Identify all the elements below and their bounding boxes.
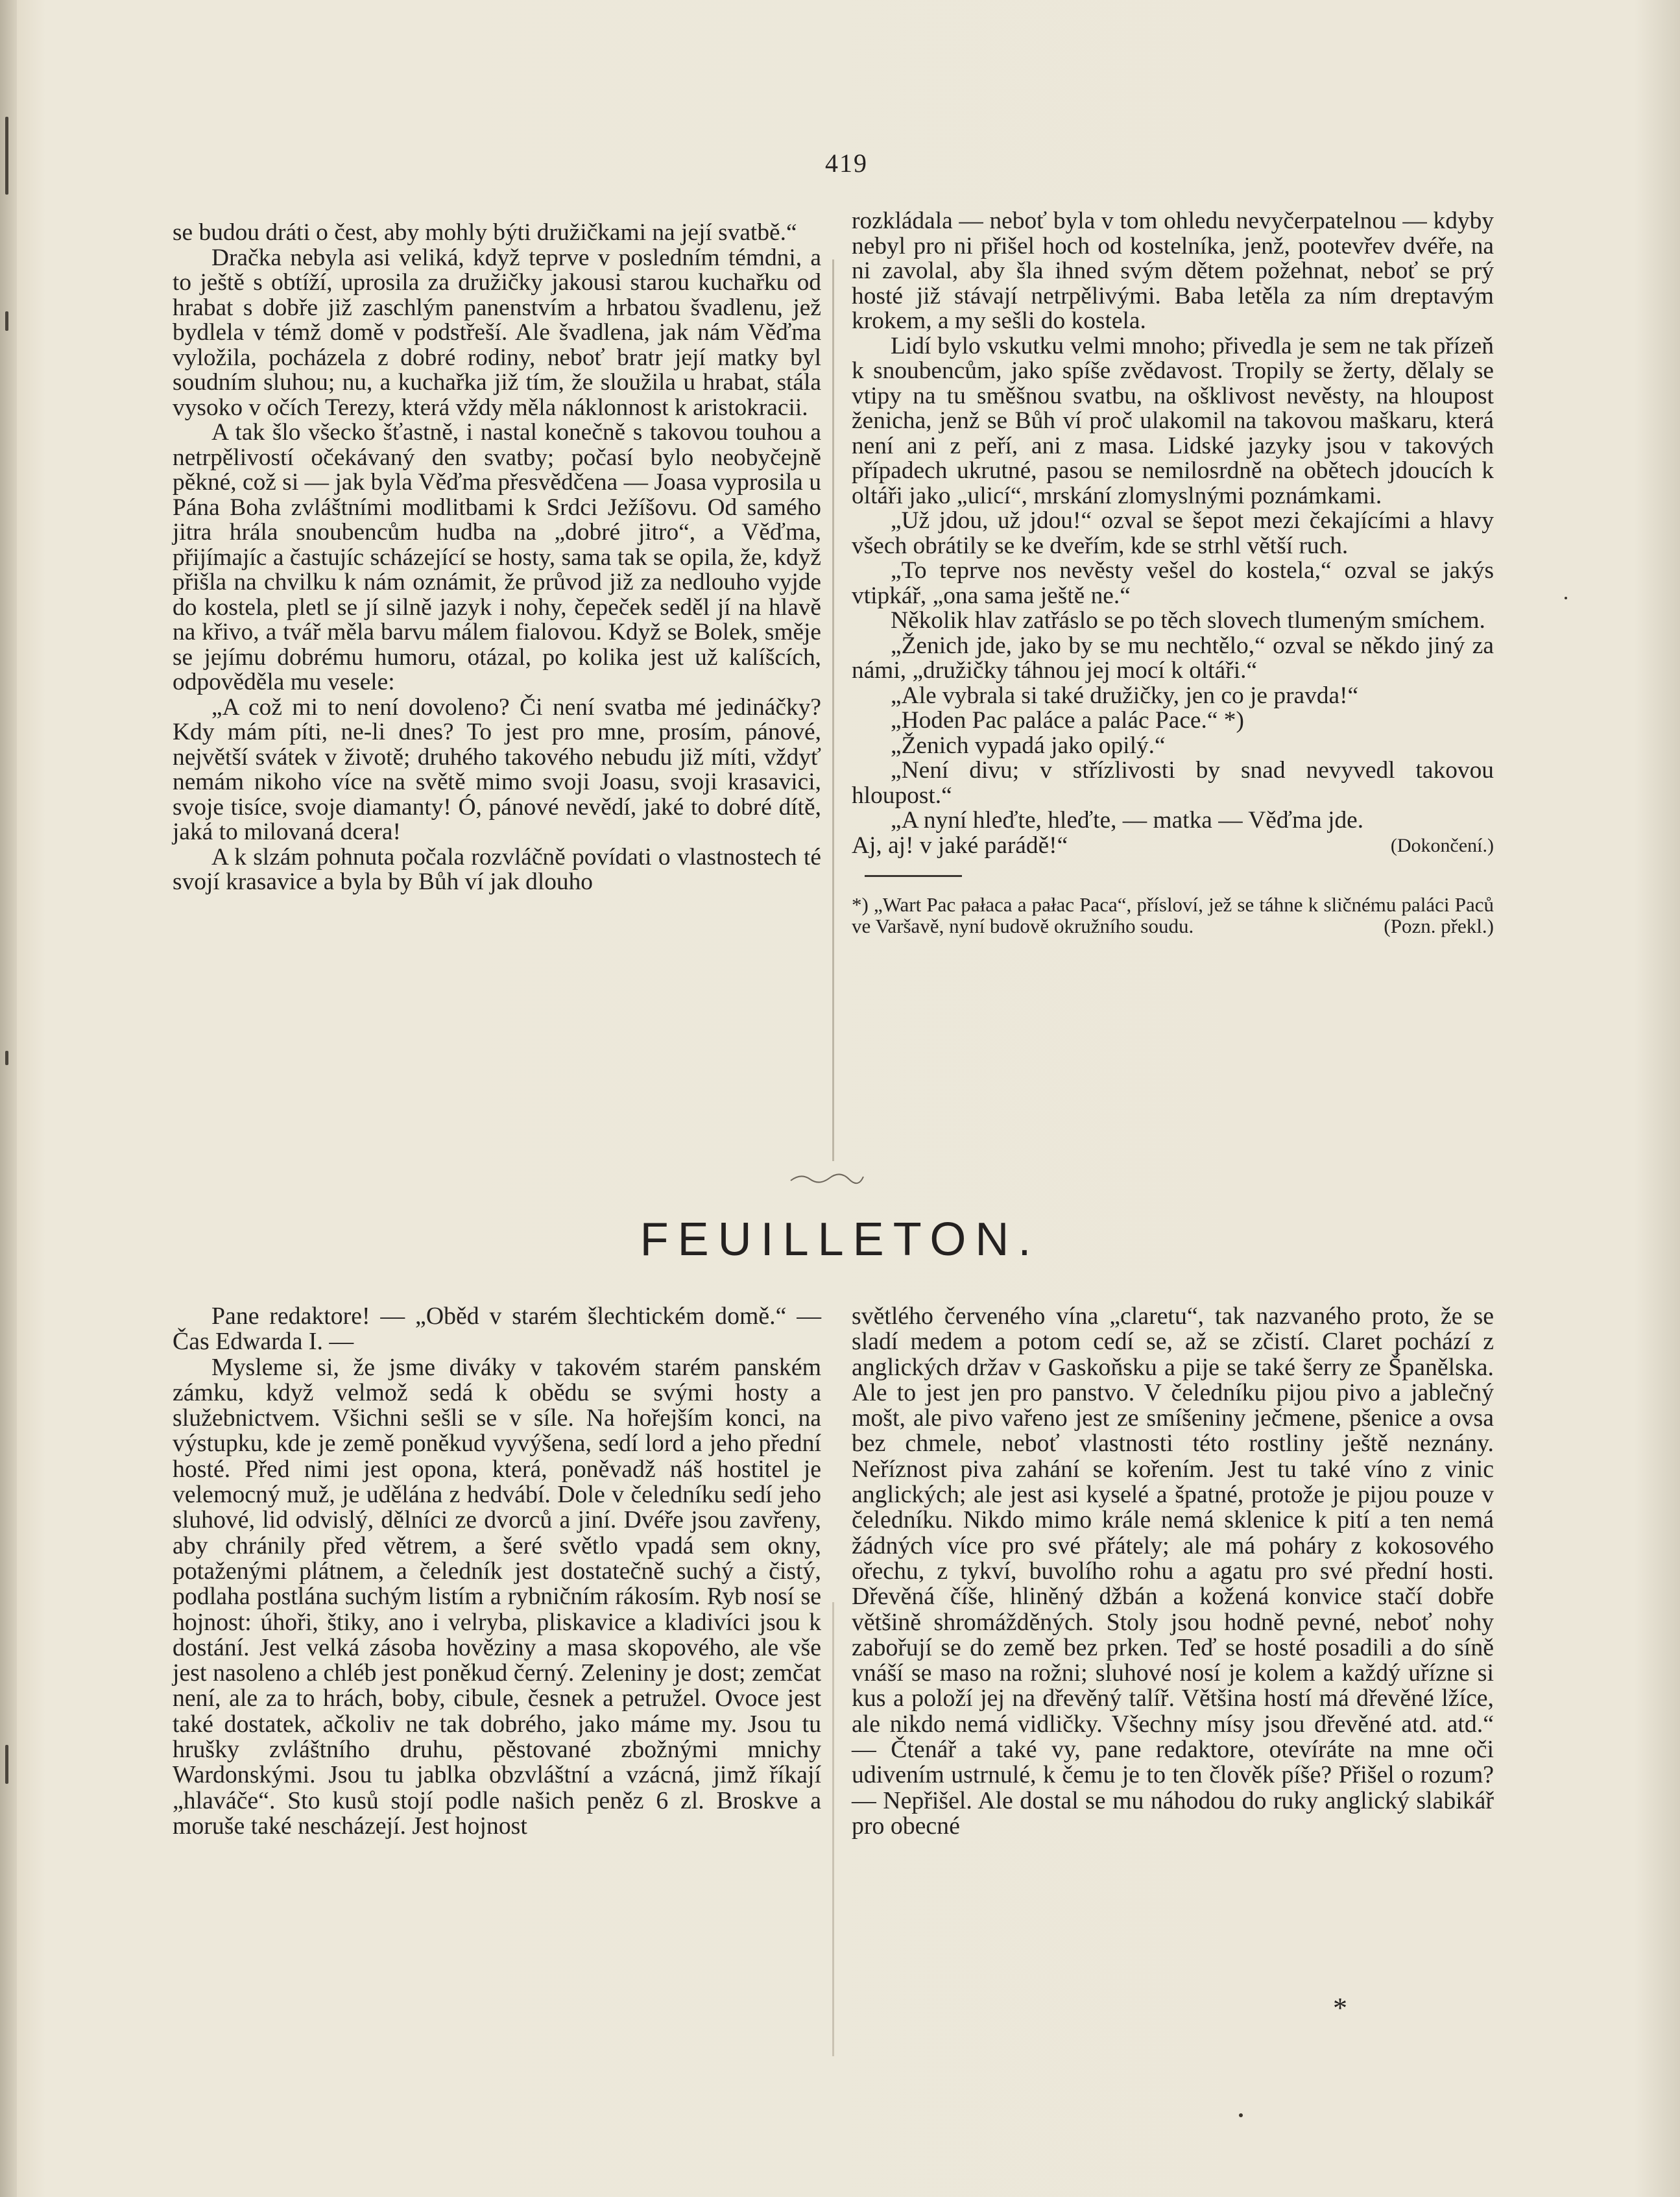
paragraph: se budou dráti o čest, aby mohly býti družičkami na její svatbě.“ [173, 219, 797, 246]
spine-mark [5, 117, 8, 195]
footnote-credit: (Pozn. překl.) [1384, 915, 1494, 937]
footnote-text: *) „Wart Pac pałaca a pałac Paca“, přísloví, jež se táhne k sličnému paláci Paců ve Varšavě, nyní budově okružního soudu. [852, 893, 1494, 937]
paragraph: světlého červeného vína „claretu“, tak nazvaného proto, že se sladí medem a potom cedí se, až se zčistí. Claret pochází z anglických držav v Gaskoňsku a pije se také šerry ze Španělska. Ale to jest jen pro panstvo. V čeledníku pijou pivo a jablečný mošt, ale pivo vařeno jest ze smíšeniny ječmene, pšenice a ovsa bez chmele, neboť vlastnosti této rostliny ještě neznány. Neříznost piva zahání se kořením. Jest tu také víno z vinic anglických; ale jest asi kyselé a špatné, protože je pijou pouze v čeledníku. Nikdo mimo krále nemá sklenice k pití a ten nemá žádných více pro své přátely; ale má poháry z kokosového ořechu, z tykví, buvolího rohu a agatu pro své přední hosti. Dřevěná číše, hliněný džbán a kožená konvice stačí dobře většině shromážděných. Stoly jsou hodně pevné, neboť nohy zabořují se do země bez prken. Teď se hosté posadili a do síně vnáší se maso na rožni; sluhové nosí je kolem a každý uřízne si kus a položí jej na dřevěný talíř. Většina hostí má dřevěné lžíce, ale nikdo nemá vidličky. Všechny mísy jsou dřevěné atd. atd.“ — Čtenář a také vy, pane redaktore, otevíráte na mne oči udivením ustrnulé, k čemu je to ten člověk píše? Přišel o rozum? — Nepřišel. Ale dostal se mu náhodou do ruky anglický slabikář pro obecné [852, 1303, 1494, 1840]
page-number: 419 [825, 149, 868, 178]
paragraph: „Už jdou, už jdou!“ ozval se šepot mezi čekajícími a hlavy všech obrátily se ke dveřím, kde se strhl větší ruch. [852, 507, 1494, 559]
spine-mark [5, 311, 8, 331]
feuilleton-right-column [852, 1304, 1494, 1839]
paragraph: Lidí bylo vskutku velmi mnoho; přivedla je sem ne tak přízeň k snoubencům, jako spíše zvědavost. Tropily se žerty, dělaly se vtipy na tu směšnou svatbu, na ošklivost nevěsty, na hloupost ženicha, jenž se Bůh ví proč ulakomil na takovou maškaru, která není ani z peří, ani z masa. Lidské jazyky jsou v takových případech ukrutné, pasou se nemilosrdně na obětech jdoucích k oltáři jako „ulicí“, mrskání zlomyslnými poznámkami. [852, 332, 1494, 509]
closing-line [852, 834, 1494, 859]
spine-mark [5, 1051, 8, 1065]
paragraph: „Hoden Pac paláce a palác Pace.“ *) [891, 707, 1244, 734]
paragraph: Mysleme si, že jsme diváky v takovém starém panském zámku, když velmož sedá k obědu se svými hosty a služebnictvem. Všichni sešli se v síle. Na hořejším konci, na výstupku, kde je země poněkud vyvýšena, sedí lord a jeho přední hosté. Před nimi jest opona, která, poněvadž náš hostitel je velemocný muž, je udělána z hedvábí. Dole v čeledníku sedí jeho sluhové, lid odvislý, dělníci ze dvorců a jiní. Dvéře jsou zavřeny, aby chránily před větrem, a šeré světlo vpadá sem okny, potaženými plátnem, a čeledník jest dostatečně suchý a čistý, podlaha postlána suchým listím a rybničním rákosím. Ryb nosí se hojnost: úhoři, štiky, ano i velryba, pliskavice a kladivíci jsou k dostání. Jest velká zásoba hověziny a masa skopového, ale vše jest nasoleno a chléb jest poněkud černý. Zeleniny je dost; zemčat není, ale za to hrách, boby, cibule, česnek a petružel. Ovoce jest také dostatek, ačkoliv ne tak dobrého, jako máme my. Jsou tu hrušky zvláštního druhu, pěstované zbožnými mnichy Wardonskými. Jsou tu jablka obzvláštní a vzácná, jimž říkají „hlaváče“. Sto kusů stojí podle našich peněz 6 zl. Broskve a moruše také nescházejí. Jest hojnost [173, 1353, 821, 1840]
footnote [852, 894, 1494, 937]
continued-note: (Dokončení.) [1390, 834, 1494, 856]
article-right-column [852, 209, 1494, 937]
paragraph: A tak šlo všecko šťastně, i nastal konečně s takovou touhou a netrpělivostí očekávaný den svatby; počasí bylo neobyčejně pěkné, což si — jak byla Věďma přesvědčena — Joasa vyprosila u Pána Boha zvláštními modlitbami k Srdci Ježíšovu. Od samého jitra hrála snoubencům hudba na „dobré jitro“, a Věďma, přijímajíc a častujíc scházející se hosty, sama tak se opila, že, když přišla na chvilku k nám oznámit, že průvod již za nedlouho vyjde do kostela, pletl se jí silně jazyk i nohy, čepeček seděl jí na hlavě na křivo, a tvář měla barvu málem fialovou. Když se Bolek, směje se jejímu dobrému humoru, otázal, po kolika jest už kalíšcích, odpověděla mu vesele: [173, 419, 821, 695]
paragraph: „To teprve nos nevěsty vešel do kostela,“ ozval se jakýs vtipkář, „ona sama ještě ne.“ [852, 557, 1494, 609]
paragraph: „Není divu; v střízlivosti by snad nevyvedl takovou hloupost.“ [852, 757, 1494, 809]
column-divider [832, 1602, 834, 2056]
closing-text: Aj, aj! v jaké parádě!“ [852, 832, 1068, 859]
print-speck [1565, 597, 1567, 599]
book-spine [0, 0, 17, 2197]
paragraph: Několik hlav zatřáslo se po těch slovech tlumeným smíchem. [891, 607, 1485, 634]
paragraph: „Ženich jde, jako by se mu nechtělo,“ ozval se někdo jiný za námi, „družičky táhnou jej mocí k oltáři.“ [852, 632, 1494, 684]
spine-mark [5, 1745, 8, 1784]
signature-mark: * [1333, 1992, 1347, 2024]
paragraph: Dračka nebyla asi veliká, když teprve v posledním témdni, a to ještě s obtíží, uprosila za družičky jakousi starou kuchařku od hrabat s dobře již zaschlým panenstvím a hrbatou švadlenu, jež bydlela v témž domě v podstřeší. Ale švadlena, jak nám Věďma vyložila, pocházela z dobré rodiny, neboť bratr její matky byl soudním sluhou; nu, a kuchařka již tím, že sloužila u hrabat, stála vysoko v očích Terezy, která vždy měla náklonnost k aristokracii. [173, 244, 821, 421]
paragraph: „Ženich vypadá jako opilý.“ [891, 732, 1166, 759]
print-speck [1239, 2113, 1243, 2117]
paragraph: „A nyní hleďte, hleďte, — matka — Věďma jde. [891, 807, 1364, 834]
paragraph: „Ale vybrala si také družičky, jen co je pravda!“ [891, 682, 1359, 709]
section-ornament [788, 1168, 866, 1187]
feuilleton-left-column [173, 1304, 821, 1839]
column-divider [832, 259, 834, 1161]
paragraph: A k slzám pohnuta počala rozvláčně povídati o vlastnostech té svojí krasavice a byla by Bůh ví jak dlouho [173, 843, 821, 895]
footnote-rule [865, 875, 962, 877]
paragraph: rozkládala — neboť byla v tom ohledu nevyčerpatelnou — kdyby nebyl pro ni přišel hoch od kostelníka, jenž, pootevřev dvéře, na ni zavolal, aby šla ihned svým dětem požehnat, neboť se prý hosté již stávají netrpělivými. Baba letěla za ním dreptavým krokem, a my sešli do kostela. [852, 208, 1494, 334]
article-left-column [173, 221, 821, 895]
paragraph: „A což mi to není dovoleno? Či není svatba mé jedináčky? Kdy mám píti, ne-li dnes? To jest pro mne, prosím, pánové, největší svátek v životě; druhého takového nebudu již míti, vždyť nemám nikoho více na světě mimo svoji Joasu, svoji krasavici, svoje tisíce, svoje diamanty! Ó, pánové nevědí, jaké to dobré dítě, jaká to milovaná dcera! [173, 693, 821, 845]
paragraph: Pane redaktore! — „Oběd v starém šlechtickém domě.“ — Čas Edwarda I. — [173, 1303, 821, 1356]
feuilleton-title: FEUILLETON. [640, 1214, 1040, 1266]
